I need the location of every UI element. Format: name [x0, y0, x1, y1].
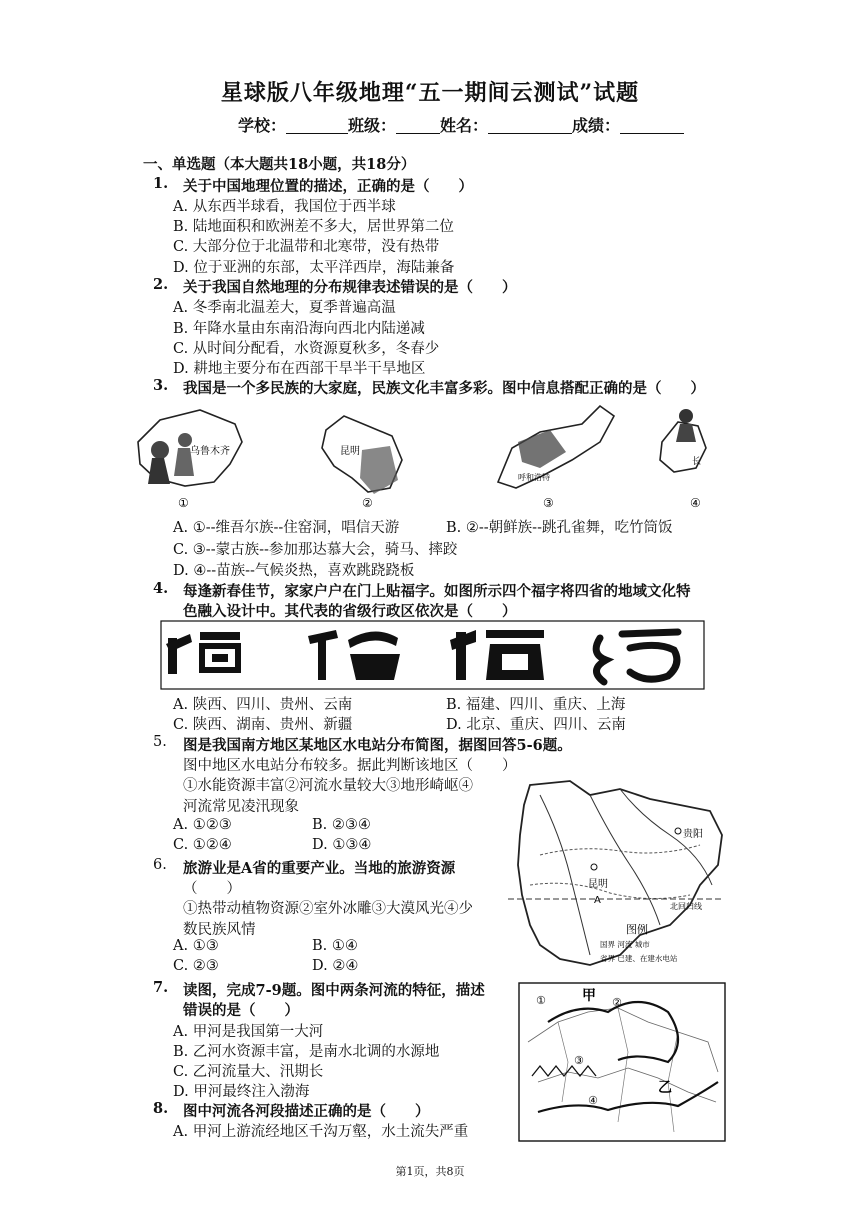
question-3-option-d[interactable]: D. ④--苗族--气候炎热，喜欢跳跷跷板 — [173, 563, 415, 579]
map-label-kunming: 昆明 — [340, 446, 360, 457]
question-4-option-d[interactable]: D. 北京、重庆、四川、云南 — [446, 717, 626, 733]
fu-characters-figure — [160, 620, 705, 690]
question-2-stem: 2. 关于我国自然地理的分布规律表述错误的是（ ） — [153, 276, 517, 296]
question-7-stem-cont: 错误的是（ ） — [183, 1002, 299, 1019]
figure-num-4: ④ — [690, 496, 701, 510]
school-blank[interactable] — [286, 117, 348, 134]
question-7-option-d[interactable]: D. 甲河最终注入渤海 — [173, 1084, 310, 1100]
map5-label-a: A — [594, 895, 601, 906]
question-3-option-a[interactable]: A. ①--维吾尔族--住窑洞，唱信天游 — [173, 520, 400, 536]
question-5-line-2: ①水能资源丰富②河流水量较大③地形崎岖④ — [183, 778, 473, 794]
map-label-urumqi: 乌鲁木齐 — [190, 446, 230, 457]
question-6-line-1: （ ） — [183, 881, 241, 897]
question-3-option-c[interactable]: C. ③--蒙古族--参加那达慕大会，骑马、摔跤 — [173, 542, 458, 558]
question-2-option-a[interactable]: A. 冬季南北温差大，夏季普遍高温 — [173, 300, 396, 316]
question-2-option-b[interactable]: B. 年降水量由东南沿海向西北内陆递减 — [173, 321, 425, 337]
map7-num-4: ④ — [588, 1094, 598, 1107]
section-heading: 一、单选题（本大题共18小题，共18分） — [143, 156, 416, 173]
question-4-option-c[interactable]: C. 陕西、湖南、贵州、新疆 — [173, 717, 353, 733]
question-6-option-d[interactable]: D. ②④ — [312, 958, 359, 974]
map5-city-kunming: 昆明 — [588, 879, 608, 890]
question-5-line-3: 河流常见凌汛现象 — [183, 799, 299, 815]
question-4-stem: 4. 每逢新春佳节，家家户户在门上贴福字。如图所示四个福字将四省的地域文化特 — [153, 580, 691, 600]
question-2-option-d[interactable]: D. 耕地主要分布在西部干旱半干旱地区 — [173, 361, 426, 377]
map-xinjiang — [138, 410, 242, 486]
figure-num-3: ③ — [543, 496, 554, 510]
map7-num-3: ③ — [574, 1054, 584, 1067]
question-5-option-d[interactable]: D. ①③④ — [312, 837, 372, 853]
question-6-line-3: 数民族风情 — [183, 922, 256, 938]
question-5-stem: 5. 图是我国南方地区某地区水电站分布简图，据图回答5-6题。 — [153, 734, 572, 754]
map-inner-mongolia — [498, 406, 614, 488]
fu-character-1 — [166, 632, 240, 674]
question-4-option-a[interactable]: A. 陕西、四川、贵州、云南 — [173, 697, 353, 713]
page-footer: 第1页，共8页 — [395, 1165, 465, 1178]
map5-legend-row-2: 省界 已建、在建水电站 — [600, 954, 678, 963]
map5-city-guiyang: 贵阳 — [683, 829, 703, 840]
map7-num-2: ② — [612, 996, 622, 1009]
score-label: 成绩： — [572, 116, 621, 135]
question-2-option-c[interactable]: C. 从时间分配看，水资源夏秋多，冬春少 — [173, 341, 440, 357]
map7-num-1: ① — [536, 994, 546, 1007]
question-5-option-c[interactable]: C. ①②④ — [173, 837, 232, 853]
question-7-option-b[interactable]: B. 乙河水资源丰富，是南水北调的水源地 — [173, 1044, 440, 1060]
river-map — [518, 982, 726, 1142]
figure-num-1: ① — [178, 496, 189, 510]
question-6-option-a[interactable]: A. ①③ — [173, 938, 219, 954]
question-1-option-c[interactable]: C. 大部分位于北温带和北寒带，没有热带 — [173, 239, 440, 255]
question-1-option-b[interactable]: B. 陆地面积和欧洲差不多大，居世界第二位 — [173, 219, 454, 235]
question-3-option-b[interactable]: B. ②--朝鲜族--跳孔雀舞，吃竹筒饭 — [446, 520, 673, 536]
school-label: 学校： — [238, 116, 287, 135]
map7-label-jia: 甲 — [582, 988, 596, 1004]
map-yunnan — [322, 416, 402, 494]
question-7-option-c[interactable]: C. 乙河流量大、汛期长 — [173, 1064, 324, 1080]
question-1-stem: 1. 关于中国地理位置的描述，正确的是（ ） — [153, 175, 473, 195]
question-6-option-b[interactable]: B. ①④ — [312, 938, 358, 954]
name-blank[interactable] — [488, 117, 572, 134]
student-info-line — [238, 113, 684, 136]
question-6-line-2: ①热带动植物资源②室外冰雕③大漠风光④少 — [183, 901, 473, 917]
question-6-option-c[interactable]: C. ②③ — [173, 958, 219, 974]
map5-legend-row-1: 国界 河流 城市 — [600, 940, 650, 949]
question-7-option-a[interactable]: A. 甲河是我国第一大河 — [173, 1024, 324, 1040]
score-blank[interactable] — [620, 117, 684, 134]
fu-character-2 — [308, 630, 400, 680]
question-6-stem: 6. 旅游业是A省的重要产业。当地的旅游资源 — [153, 857, 456, 877]
figure-num-2: ② — [362, 496, 373, 510]
question-4-option-b[interactable]: B. 福建、四川、重庆、上海 — [446, 697, 626, 713]
map-label-chang: 长 — [692, 457, 702, 467]
fu-character-4 — [596, 632, 678, 682]
map-jilin — [660, 409, 706, 472]
map5-legend-title: 图例 — [626, 923, 648, 936]
class-label: 班级： — [348, 116, 397, 135]
question-7-stem: 7. 读图，完成7-9题。图中两条河流的特征，描述 — [153, 979, 485, 999]
question-3-figure — [130, 402, 730, 514]
question-8-option-a[interactable]: A. 甲河上游流经地区千沟万壑，水土流失严重 — [173, 1124, 469, 1140]
map-label-hohhot: 呼和浩特 — [518, 473, 550, 482]
map7-label-yi: 乙 — [658, 1080, 672, 1096]
map5-tropic-label: 北回归线 — [670, 902, 702, 911]
page-title: 星球版八年级地理“五一期间云测试”试题 — [220, 80, 640, 106]
question-5-option-b[interactable]: B. ②③④ — [312, 817, 371, 833]
question-1-option-a[interactable]: A. 从东西半球看，我国位于西半球 — [173, 199, 396, 215]
question-5-option-a[interactable]: A. ①②③ — [173, 817, 232, 833]
question-3-stem: 3. 我国是一个多民族的大家庭，民族文化丰富多彩。图中信息搭配正确的是（ ） — [153, 377, 705, 397]
fu-character-3 — [450, 630, 544, 680]
hydropower-map — [500, 775, 732, 973]
name-label: 姓名： — [440, 116, 489, 135]
question-8-stem: 8. 图中河流各河段描述正确的是（ ） — [153, 1100, 430, 1120]
question-5-line-1: 图中地区水电站分布较多。据此判断该地区（ ） — [183, 758, 517, 774]
class-blank[interactable] — [396, 117, 440, 134]
question-4-stem-cont: 色融入设计中。其代表的省级行政区依次是（ ） — [183, 603, 517, 620]
question-1-option-d[interactable]: D. 位于亚洲的东部，太平洋西岸，海陆兼备 — [173, 260, 455, 276]
